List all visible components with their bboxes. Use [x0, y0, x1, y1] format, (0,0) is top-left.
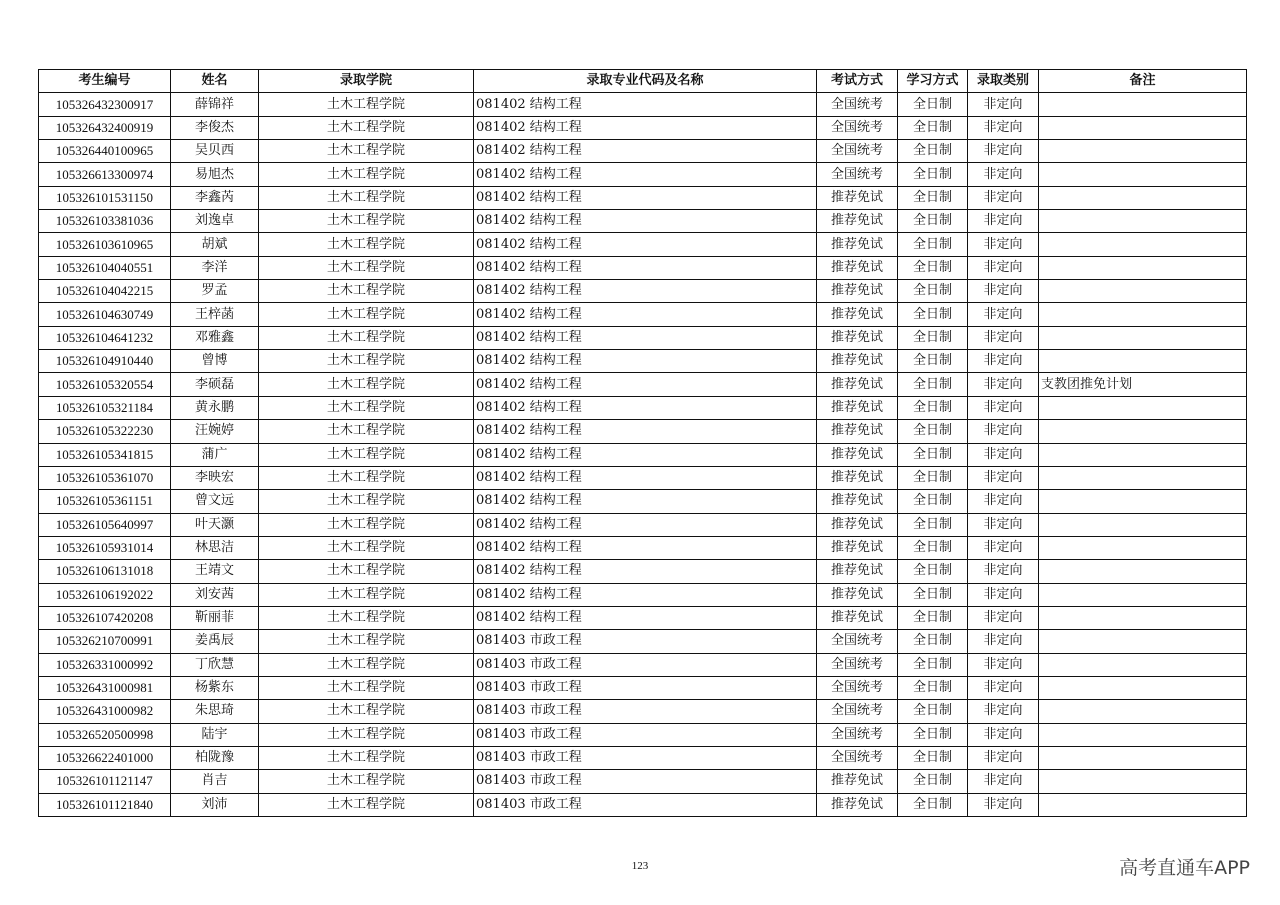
cell-study-mode: 全日制	[898, 116, 968, 139]
header-note: 备注	[1039, 70, 1247, 93]
cell-note: 支教团推免计划	[1039, 373, 1247, 396]
cell-exam-method: 推荐免试	[817, 256, 898, 279]
table-row	[39, 256, 1247, 279]
cell-admission-type: 非定向	[968, 186, 1039, 209]
cell-admission-type: 非定向	[968, 560, 1039, 583]
cell-study-mode: 全日制	[898, 303, 968, 326]
cell-college: 土木工程学院	[259, 140, 474, 163]
cell-exam-method: 推荐免试	[817, 280, 898, 303]
cell-note	[1039, 466, 1247, 489]
cell-candidate-id: 105326431000981	[39, 676, 171, 699]
cell-college: 土木工程学院	[259, 163, 474, 186]
cell-name: 柏陇豫	[171, 746, 259, 769]
cell-candidate-id: 105326613300974	[39, 163, 171, 186]
cell-study-mode: 全日制	[898, 560, 968, 583]
cell-major: 081403 市政工程	[474, 630, 817, 653]
cell-exam-method: 推荐免试	[817, 396, 898, 419]
table-row	[39, 676, 1247, 699]
table-row	[39, 653, 1247, 676]
cell-major: 081402 结构工程	[474, 350, 817, 373]
cell-college: 土木工程学院	[259, 536, 474, 559]
cell-major: 081402 结构工程	[474, 466, 817, 489]
cell-name: 李洋	[171, 256, 259, 279]
cell-candidate-id: 105326105320554	[39, 373, 171, 396]
header-name: 姓名	[171, 70, 259, 93]
cell-study-mode: 全日制	[898, 373, 968, 396]
cell-note	[1039, 700, 1247, 723]
table-row	[39, 93, 1247, 116]
cell-name: 李鑫芮	[171, 186, 259, 209]
cell-major: 081403 市政工程	[474, 723, 817, 746]
cell-exam-method: 全国统考	[817, 116, 898, 139]
cell-name: 蒲广	[171, 443, 259, 466]
cell-admission-type: 非定向	[968, 443, 1039, 466]
cell-admission-type: 非定向	[968, 793, 1039, 816]
cell-major: 081402 结构工程	[474, 256, 817, 279]
cell-exam-method: 推荐免试	[817, 350, 898, 373]
cell-study-mode: 全日制	[898, 536, 968, 559]
cell-note	[1039, 163, 1247, 186]
cell-candidate-id: 105326210700991	[39, 630, 171, 653]
header-admission-type: 录取类别	[968, 70, 1039, 93]
cell-name: 姜禹辰	[171, 630, 259, 653]
cell-exam-method: 推荐免试	[817, 793, 898, 816]
cell-exam-method: 全国统考	[817, 163, 898, 186]
cell-major: 081402 结构工程	[474, 326, 817, 349]
cell-admission-type: 非定向	[968, 116, 1039, 139]
table-row	[39, 793, 1247, 816]
cell-admission-type: 非定向	[968, 350, 1039, 373]
cell-note	[1039, 630, 1247, 653]
cell-note	[1039, 350, 1247, 373]
cell-admission-type: 非定向	[968, 490, 1039, 513]
cell-note	[1039, 256, 1247, 279]
table-row	[39, 280, 1247, 303]
cell-name: 杨紫东	[171, 676, 259, 699]
table-row	[39, 396, 1247, 419]
cell-name: 李映宏	[171, 466, 259, 489]
cell-college: 土木工程学院	[259, 513, 474, 536]
cell-study-mode: 全日制	[898, 466, 968, 489]
cell-note	[1039, 280, 1247, 303]
cell-note	[1039, 723, 1247, 746]
cell-major: 081403 市政工程	[474, 676, 817, 699]
table-row	[39, 770, 1247, 793]
cell-study-mode: 全日制	[898, 746, 968, 769]
cell-name: 王靖文	[171, 560, 259, 583]
cell-study-mode: 全日制	[898, 606, 968, 629]
cell-note	[1039, 303, 1247, 326]
cell-college: 土木工程学院	[259, 676, 474, 699]
cell-exam-method: 推荐免试	[817, 303, 898, 326]
cell-admission-type: 非定向	[968, 280, 1039, 303]
cell-admission-type: 非定向	[968, 233, 1039, 256]
cell-college: 土木工程学院	[259, 466, 474, 489]
cell-name: 黄永鹏	[171, 396, 259, 419]
cell-study-mode: 全日制	[898, 326, 968, 349]
table-row	[39, 536, 1247, 559]
cell-exam-method: 推荐免试	[817, 606, 898, 629]
cell-study-mode: 全日制	[898, 443, 968, 466]
cell-college: 土木工程学院	[259, 746, 474, 769]
cell-college: 土木工程学院	[259, 583, 474, 606]
cell-admission-type: 非定向	[968, 676, 1039, 699]
table-row	[39, 443, 1247, 466]
cell-study-mode: 全日制	[898, 583, 968, 606]
cell-candidate-id: 105326104630749	[39, 303, 171, 326]
cell-study-mode: 全日制	[898, 676, 968, 699]
cell-name: 吴贝西	[171, 140, 259, 163]
cell-exam-method: 推荐免试	[817, 536, 898, 559]
cell-college: 土木工程学院	[259, 350, 474, 373]
cell-major: 081402 结构工程	[474, 490, 817, 513]
cell-exam-method: 推荐免试	[817, 326, 898, 349]
cell-study-mode: 全日制	[898, 793, 968, 816]
cell-candidate-id: 105326101121840	[39, 793, 171, 816]
cell-exam-method: 推荐免试	[817, 466, 898, 489]
cell-major: 081402 结构工程	[474, 280, 817, 303]
cell-admission-type: 非定向	[968, 396, 1039, 419]
cell-admission-type: 非定向	[968, 536, 1039, 559]
cell-college: 土木工程学院	[259, 116, 474, 139]
cell-college: 土木工程学院	[259, 793, 474, 816]
cell-study-mode: 全日制	[898, 186, 968, 209]
table-row	[39, 700, 1247, 723]
cell-name: 靳丽菲	[171, 606, 259, 629]
cell-note	[1039, 420, 1247, 443]
header-college: 录取学院	[259, 70, 474, 93]
cell-note	[1039, 560, 1247, 583]
cell-note	[1039, 116, 1247, 139]
cell-major: 081402 结构工程	[474, 303, 817, 326]
cell-exam-method: 全国统考	[817, 700, 898, 723]
cell-note	[1039, 210, 1247, 233]
cell-note	[1039, 653, 1247, 676]
cell-note	[1039, 443, 1247, 466]
cell-candidate-id: 105326105322230	[39, 420, 171, 443]
cell-major: 081402 结构工程	[474, 140, 817, 163]
table-row	[39, 163, 1247, 186]
cell-name: 刘安茜	[171, 583, 259, 606]
cell-candidate-id: 105326105361070	[39, 466, 171, 489]
cell-note	[1039, 490, 1247, 513]
cell-exam-method: 推荐免试	[817, 770, 898, 793]
cell-major: 081403 市政工程	[474, 770, 817, 793]
cell-major: 081402 结构工程	[474, 163, 817, 186]
cell-study-mode: 全日制	[898, 280, 968, 303]
cell-college: 土木工程学院	[259, 373, 474, 396]
cell-major: 081402 结构工程	[474, 93, 817, 116]
cell-college: 土木工程学院	[259, 700, 474, 723]
cell-candidate-id: 105326106192022	[39, 583, 171, 606]
cell-note	[1039, 583, 1247, 606]
table-row	[39, 303, 1247, 326]
table-row	[39, 420, 1247, 443]
cell-exam-method: 推荐免试	[817, 186, 898, 209]
cell-study-mode: 全日制	[898, 723, 968, 746]
cell-admission-type: 非定向	[968, 373, 1039, 396]
cell-note	[1039, 186, 1247, 209]
cell-major: 081402 结构工程	[474, 210, 817, 233]
cell-college: 土木工程学院	[259, 93, 474, 116]
cell-major: 081403 市政工程	[474, 793, 817, 816]
cell-college: 土木工程学院	[259, 630, 474, 653]
cell-college: 土木工程学院	[259, 723, 474, 746]
cell-name: 刘沛	[171, 793, 259, 816]
cell-major: 081402 结构工程	[474, 606, 817, 629]
cell-note	[1039, 396, 1247, 419]
cell-candidate-id: 105326104641232	[39, 326, 171, 349]
cell-college: 土木工程学院	[259, 280, 474, 303]
cell-major: 081402 结构工程	[474, 583, 817, 606]
cell-name: 肖吉	[171, 770, 259, 793]
cell-name: 罗孟	[171, 280, 259, 303]
cell-study-mode: 全日制	[898, 140, 968, 163]
cell-college: 土木工程学院	[259, 420, 474, 443]
cell-candidate-id: 105326104040551	[39, 256, 171, 279]
cell-name: 王梓菡	[171, 303, 259, 326]
cell-college: 土木工程学院	[259, 490, 474, 513]
cell-candidate-id: 105326105321184	[39, 396, 171, 419]
cell-study-mode: 全日制	[898, 350, 968, 373]
cell-college: 土木工程学院	[259, 443, 474, 466]
table-header	[39, 70, 1247, 93]
cell-exam-method: 全国统考	[817, 723, 898, 746]
cell-study-mode: 全日制	[898, 396, 968, 419]
cell-exam-method: 全国统考	[817, 676, 898, 699]
cell-major: 081402 结构工程	[474, 233, 817, 256]
table-row	[39, 560, 1247, 583]
cell-exam-method: 全国统考	[817, 93, 898, 116]
cell-candidate-id: 105326331000992	[39, 653, 171, 676]
cell-study-mode: 全日制	[898, 653, 968, 676]
cell-candidate-id: 105326101121147	[39, 770, 171, 793]
cell-major: 081402 结构工程	[474, 560, 817, 583]
cell-name: 陆宇	[171, 723, 259, 746]
cell-exam-method: 推荐免试	[817, 373, 898, 396]
cell-major: 081402 结构工程	[474, 420, 817, 443]
cell-candidate-id: 105326440100965	[39, 140, 171, 163]
cell-candidate-id: 105326104042215	[39, 280, 171, 303]
cell-study-mode: 全日制	[898, 256, 968, 279]
cell-note	[1039, 326, 1247, 349]
cell-note	[1039, 93, 1247, 116]
cell-exam-method: 推荐免试	[817, 420, 898, 443]
cell-name: 曾博	[171, 350, 259, 373]
cell-candidate-id: 105326104910440	[39, 350, 171, 373]
cell-major: 081402 结构工程	[474, 186, 817, 209]
cell-candidate-id: 105326622401000	[39, 746, 171, 769]
table-row	[39, 513, 1247, 536]
cell-study-mode: 全日制	[898, 513, 968, 536]
table-row	[39, 140, 1247, 163]
cell-admission-type: 非定向	[968, 653, 1039, 676]
cell-admission-type: 非定向	[968, 700, 1039, 723]
cell-name: 李俊杰	[171, 116, 259, 139]
header-exam-method: 考试方式	[817, 70, 898, 93]
table-row	[39, 373, 1247, 396]
table-row	[39, 490, 1247, 513]
cell-candidate-id: 105326105931014	[39, 536, 171, 559]
cell-name: 林思洁	[171, 536, 259, 559]
cell-major: 081403 市政工程	[474, 653, 817, 676]
cell-candidate-id: 105326105341815	[39, 443, 171, 466]
cell-admission-type: 非定向	[968, 466, 1039, 489]
cell-major: 081402 结构工程	[474, 536, 817, 559]
cell-name: 叶天灏	[171, 513, 259, 536]
table-row	[39, 583, 1247, 606]
cell-study-mode: 全日制	[898, 163, 968, 186]
cell-name: 汪婉婷	[171, 420, 259, 443]
cell-admission-type: 非定向	[968, 303, 1039, 326]
cell-name: 李硕磊	[171, 373, 259, 396]
cell-admission-type: 非定向	[968, 723, 1039, 746]
cell-major: 081402 结构工程	[474, 396, 817, 419]
cell-exam-method: 推荐免试	[817, 490, 898, 513]
header-study-mode: 学习方式	[898, 70, 968, 93]
cell-name: 邓雅鑫	[171, 326, 259, 349]
table-row	[39, 630, 1247, 653]
cell-major: 081402 结构工程	[474, 116, 817, 139]
cell-major: 081402 结构工程	[474, 443, 817, 466]
table-body	[39, 93, 1247, 817]
cell-candidate-id: 105326103610965	[39, 233, 171, 256]
cell-major: 081402 结构工程	[474, 373, 817, 396]
header-candidate-id: 考生编号	[39, 70, 171, 93]
cell-candidate-id: 105326103381036	[39, 210, 171, 233]
cell-study-mode: 全日制	[898, 93, 968, 116]
cell-admission-type: 非定向	[968, 513, 1039, 536]
cell-candidate-id: 105326105640997	[39, 513, 171, 536]
cell-note	[1039, 233, 1247, 256]
table-row	[39, 606, 1247, 629]
cell-college: 土木工程学院	[259, 396, 474, 419]
cell-college: 土木工程学院	[259, 256, 474, 279]
table-row	[39, 210, 1247, 233]
cell-candidate-id: 105326106131018	[39, 560, 171, 583]
cell-major: 081403 市政工程	[474, 746, 817, 769]
cell-college: 土木工程学院	[259, 326, 474, 349]
cell-study-mode: 全日制	[898, 630, 968, 653]
cell-exam-method: 推荐免试	[817, 513, 898, 536]
cell-admission-type: 非定向	[968, 256, 1039, 279]
table-row	[39, 186, 1247, 209]
cell-exam-method: 推荐免试	[817, 560, 898, 583]
cell-admission-type: 非定向	[968, 93, 1039, 116]
cell-admission-type: 非定向	[968, 210, 1039, 233]
cell-exam-method: 全国统考	[817, 653, 898, 676]
cell-note	[1039, 536, 1247, 559]
cell-study-mode: 全日制	[898, 233, 968, 256]
page-number: 123	[631, 860, 649, 872]
cell-college: 土木工程学院	[259, 770, 474, 793]
cell-candidate-id: 105326105361151	[39, 490, 171, 513]
cell-admission-type: 非定向	[968, 583, 1039, 606]
table-row	[39, 116, 1247, 139]
admissions-table	[38, 69, 1247, 817]
watermark: 高考直通车APP	[1119, 857, 1250, 879]
cell-candidate-id: 105326432400919	[39, 116, 171, 139]
cell-name: 刘逸卓	[171, 210, 259, 233]
cell-note	[1039, 746, 1247, 769]
cell-college: 土木工程学院	[259, 606, 474, 629]
cell-college: 土木工程学院	[259, 303, 474, 326]
table-row	[39, 723, 1247, 746]
cell-admission-type: 非定向	[968, 606, 1039, 629]
cell-college: 土木工程学院	[259, 560, 474, 583]
table-row	[39, 326, 1247, 349]
cell-name: 朱思琦	[171, 700, 259, 723]
cell-admission-type: 非定向	[968, 630, 1039, 653]
cell-name: 曾文远	[171, 490, 259, 513]
cell-admission-type: 非定向	[968, 140, 1039, 163]
cell-note	[1039, 676, 1247, 699]
table-row	[39, 350, 1247, 373]
cell-college: 土木工程学院	[259, 653, 474, 676]
cell-major: 081403 市政工程	[474, 700, 817, 723]
cell-study-mode: 全日制	[898, 420, 968, 443]
cell-exam-method: 推荐免试	[817, 210, 898, 233]
cell-name: 丁欣慧	[171, 653, 259, 676]
cell-note	[1039, 793, 1247, 816]
cell-exam-method: 全国统考	[817, 746, 898, 769]
cell-candidate-id: 105326107420208	[39, 606, 171, 629]
cell-college: 土木工程学院	[259, 210, 474, 233]
cell-admission-type: 非定向	[968, 326, 1039, 349]
header-major: 录取专业代码及名称	[474, 70, 817, 93]
cell-study-mode: 全日制	[898, 770, 968, 793]
cell-admission-type: 非定向	[968, 163, 1039, 186]
cell-exam-method: 推荐免试	[817, 583, 898, 606]
cell-study-mode: 全日制	[898, 490, 968, 513]
cell-candidate-id: 105326431000982	[39, 700, 171, 723]
cell-exam-method: 全国统考	[817, 140, 898, 163]
cell-name: 易旭杰	[171, 163, 259, 186]
cell-candidate-id: 105326101531150	[39, 186, 171, 209]
cell-college: 土木工程学院	[259, 233, 474, 256]
cell-note	[1039, 770, 1247, 793]
cell-exam-method: 推荐免试	[817, 443, 898, 466]
cell-name: 胡斌	[171, 233, 259, 256]
header-row	[39, 70, 1247, 93]
cell-name: 薛锦祥	[171, 93, 259, 116]
cell-college: 土木工程学院	[259, 186, 474, 209]
cell-study-mode: 全日制	[898, 210, 968, 233]
table-row	[39, 746, 1247, 769]
cell-exam-method: 全国统考	[817, 630, 898, 653]
cell-note	[1039, 140, 1247, 163]
cell-admission-type: 非定向	[968, 770, 1039, 793]
cell-major: 081402 结构工程	[474, 513, 817, 536]
cell-admission-type: 非定向	[968, 420, 1039, 443]
cell-candidate-id: 105326432300917	[39, 93, 171, 116]
table-row	[39, 466, 1247, 489]
cell-note	[1039, 606, 1247, 629]
cell-admission-type: 非定向	[968, 746, 1039, 769]
cell-exam-method: 推荐免试	[817, 233, 898, 256]
cell-note	[1039, 513, 1247, 536]
table-row	[39, 233, 1247, 256]
cell-candidate-id: 105326520500998	[39, 723, 171, 746]
cell-study-mode: 全日制	[898, 700, 968, 723]
